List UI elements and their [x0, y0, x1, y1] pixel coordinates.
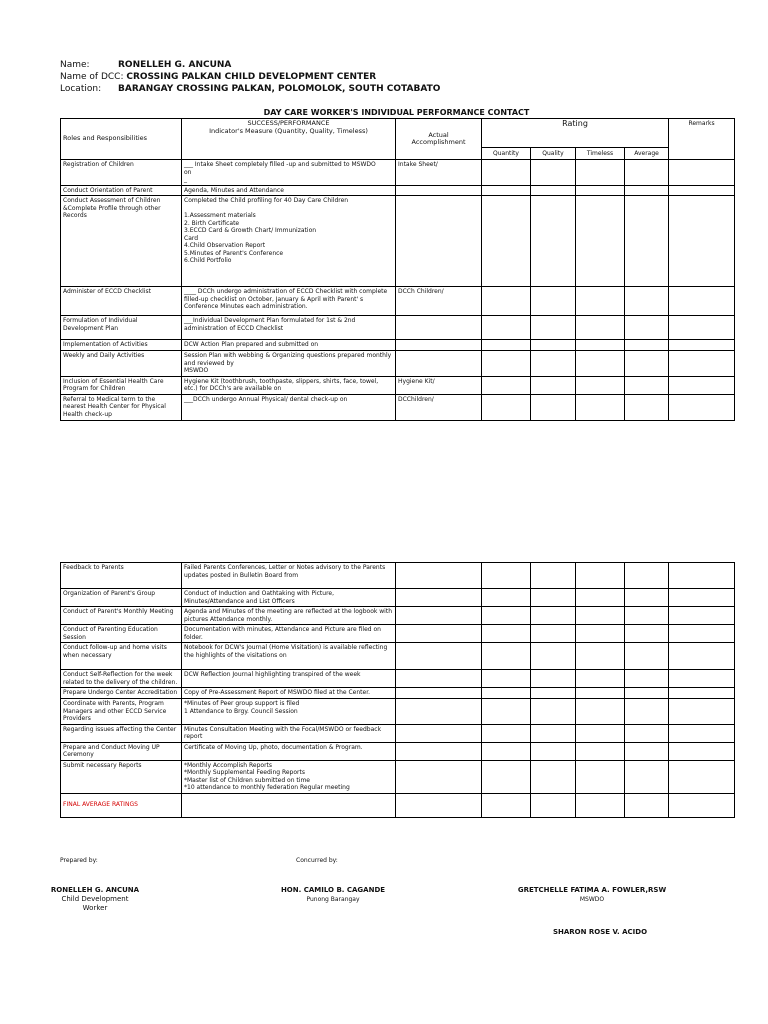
quantity-cell[interactable]	[482, 316, 531, 340]
remarks-cell[interactable]	[669, 340, 735, 351]
role-cell: Conduct follow-up and home visits when necessary	[61, 643, 182, 670]
timeless-cell[interactable]	[576, 160, 625, 186]
actual-cell: DCCh Children/	[396, 287, 482, 316]
actual-cell: Intake Sheet/	[396, 160, 482, 186]
indicator-cell: Certificate of Moving Up, photo, documentation & Program.	[182, 742, 396, 760]
col-quantity-header: Quantity	[482, 148, 531, 160]
timeless-cell[interactable]	[576, 351, 625, 377]
actual-cell	[396, 625, 482, 643]
quantity-cell[interactable]	[482, 160, 531, 186]
table-row	[61, 607, 735, 625]
timeless-cell[interactable]	[576, 376, 625, 394]
quality-cell[interactable]	[531, 724, 576, 742]
actual-cell	[396, 793, 482, 817]
actual-cell	[396, 670, 482, 688]
quality-cell[interactable]	[531, 394, 576, 420]
signatory-worker-name: RONELLEH G. ANCUNA	[50, 886, 140, 894]
performance-table-2-body	[61, 563, 735, 818]
average-cell[interactable]	[625, 196, 669, 287]
table-row	[61, 724, 735, 742]
role-cell: Referral to Medical term to the nearest Health Center for Physical Health check-up	[61, 394, 182, 420]
remarks-cell[interactable]	[669, 589, 735, 607]
table-row	[61, 699, 735, 725]
col-actual-header: Actual Accomplishment	[396, 119, 482, 160]
quantity-cell[interactable]	[482, 643, 531, 670]
role-cell: Regarding issues affecting the Center	[61, 724, 182, 742]
role-cell: Conduct of Parent's Monthly Meeting	[61, 607, 182, 625]
indicator-cell: Agenda, Minutes and Attendance	[182, 185, 396, 196]
quantity-cell[interactable]	[482, 724, 531, 742]
timeless-cell[interactable]	[576, 760, 625, 793]
actual-cell	[396, 607, 482, 625]
signatory-barangay-name: HON. CAMILO B. CAGANDE	[280, 886, 386, 894]
location-line	[60, 83, 440, 95]
indicator-cell: *Minutes of Peer group support is filed 1 Attendance to Brgy. Council Session	[182, 699, 396, 725]
table-row	[61, 793, 735, 817]
col-quality-header: Quality	[531, 148, 576, 160]
quality-cell[interactable]	[531, 376, 576, 394]
role-cell: Conduct Assessment of Children &Complete Profile through other Records	[61, 196, 182, 287]
signatory-barangay-title: Punong Barangay	[306, 896, 360, 903]
actual-cell: DCChildren/	[396, 394, 482, 420]
timeless-cell[interactable]	[576, 724, 625, 742]
table-row	[61, 563, 735, 589]
quality-cell[interactable]	[531, 351, 576, 377]
indicator-cell: Documentation with minutes, Attendance and Picture are filed on folder.	[182, 625, 396, 643]
average-cell[interactable]	[625, 589, 669, 607]
timeless-cell[interactable]	[576, 607, 625, 625]
name-label: Name:	[60, 60, 90, 70]
timeless-cell[interactable]	[576, 287, 625, 316]
remarks-cell[interactable]	[669, 563, 735, 589]
role-cell: FINAL AVERAGE RATINGS	[61, 793, 182, 817]
indicator-cell: DCW Reflection Journal highlighting transpired of the week	[182, 670, 396, 688]
quantity-cell[interactable]	[482, 340, 531, 351]
average-cell[interactable]	[625, 688, 669, 699]
indicator-cell: Session Plan with webbing & Organizing questions prepared monthly and reviewed by MSWDO	[182, 351, 396, 377]
quality-cell[interactable]	[531, 340, 576, 351]
average-cell[interactable]	[625, 376, 669, 394]
quality-cell[interactable]	[531, 625, 576, 643]
table-row	[61, 643, 735, 670]
quantity-cell[interactable]	[482, 742, 531, 760]
role-cell: Administer of ECCD Checklist	[61, 287, 182, 316]
dcc-value: CROSSING PALKAN CHILD DEVELOPMENT CENTER	[126, 72, 377, 82]
quantity-cell[interactable]	[482, 625, 531, 643]
timeless-cell[interactable]	[576, 670, 625, 688]
role-cell: Registration of Children	[61, 160, 182, 186]
quality-cell[interactable]	[531, 793, 576, 817]
actual-cell	[396, 760, 482, 793]
actual-cell	[396, 699, 482, 725]
quality-cell[interactable]	[531, 196, 576, 287]
actual-cell	[396, 316, 482, 340]
indicator-cell: ___DCCh undergo Annual Physical/ dental check-up on	[182, 394, 396, 420]
average-cell[interactable]	[625, 607, 669, 625]
role-cell: Coordinate with Parents, Program Managers and other ECCD Service Providers	[61, 699, 182, 725]
performance-table-1-body	[61, 160, 735, 421]
average-cell[interactable]	[625, 625, 669, 643]
remarks-cell[interactable]	[669, 316, 735, 340]
timeless-cell[interactable]	[576, 643, 625, 670]
table-row	[61, 625, 735, 643]
actual-cell	[396, 196, 482, 287]
remarks-cell[interactable]	[669, 376, 735, 394]
signatory-mswdo-name: GRETCHELLE FATIMA A. FOWLER,RSW	[517, 886, 667, 894]
remarks-cell[interactable]	[669, 742, 735, 760]
quality-cell[interactable]	[531, 563, 576, 589]
timeless-cell[interactable]	[576, 394, 625, 420]
average-cell[interactable]	[625, 563, 669, 589]
role-cell: Conduct Self-Reflection for the week related to the delivery of the children.	[61, 670, 182, 688]
remarks-cell[interactable]	[669, 160, 735, 186]
remarks-cell[interactable]	[669, 351, 735, 377]
remarks-cell[interactable]	[669, 793, 735, 817]
indicator-cell	[182, 793, 396, 817]
document-title: DAY CARE WORKER'S INDIVIDUAL PERFORMANCE CONTACT	[263, 108, 530, 117]
table-row	[61, 760, 735, 793]
quality-cell[interactable]	[531, 287, 576, 316]
indicator-cell: ____ DCCh undergo administration of ECCD Checklist with complete filled-up checklist on October, January & April with Parent' s Conference Minutes each administration.	[182, 287, 396, 316]
role-cell: Implementation of Activities	[61, 340, 182, 351]
average-cell[interactable]	[625, 160, 669, 186]
table-row	[61, 185, 735, 196]
col-roles-header: Roles and Responsibilities	[61, 119, 182, 160]
indicator-cell: Notebook for DCW's Journal (Home Visitation) is available reflecting the highlights of the visitations on	[182, 643, 396, 670]
role-cell: Conduct of Parenting Education Session	[61, 625, 182, 643]
actual-cell: Hygiene Kit/	[396, 376, 482, 394]
indicator-cell: Completed the Child profiling for 40 Day Care Children 1.Assessment materials 2. Birth Certificate 3.ECCD Card & Growth Chart/ Immunization Card 4.Child Observation Report 5.Minutes of Parent's Conference 6.Child Portfolio	[182, 196, 396, 287]
role-cell: Feedback to Parents	[61, 563, 182, 589]
quality-cell[interactable]	[531, 607, 576, 625]
quality-cell[interactable]	[531, 185, 576, 196]
table-row	[61, 742, 735, 760]
average-cell[interactable]	[625, 724, 669, 742]
remarks-cell[interactable]	[669, 287, 735, 316]
indicator-cell: Copy of Pre-Assessment Report of MSWDO filed at the Center.	[182, 688, 396, 699]
table-row	[61, 688, 735, 699]
indicator-cell: Hygiene Kit (toothbrush, toothpaste, slippers, shirts, face, towel, etc.) for DCCh's are available on	[182, 376, 396, 394]
indicator-cell: Agenda and Minutes of the meeting are reflected at the logbook with pictures Attendance monthly.	[182, 607, 396, 625]
role-cell: Formulation of Individual Development Plan	[61, 316, 182, 340]
quality-cell[interactable]	[531, 742, 576, 760]
table-row	[61, 160, 735, 186]
signatory-mswdo-title: MSWDO	[579, 896, 605, 903]
actual-cell	[396, 742, 482, 760]
quantity-cell[interactable]	[482, 670, 531, 688]
timeless-cell[interactable]	[576, 196, 625, 287]
actual-cell	[396, 589, 482, 607]
indicator-cell: Minutes Consultation Meeting with the Focal/MSWDO or feedback report	[182, 724, 396, 742]
average-cell[interactable]	[625, 742, 669, 760]
col-indicator-header: SUCCESS/PERFORMANCE Indicator's Measure (Quantity, Quality, Timeless)	[182, 119, 396, 160]
signatory-fourth-name: SHARON ROSE V. ACIDO	[552, 928, 648, 936]
remarks-cell[interactable]	[669, 625, 735, 643]
table-row	[61, 196, 735, 287]
remarks-cell[interactable]	[669, 394, 735, 420]
role-cell: Submit necessary Reports	[61, 760, 182, 793]
timeless-cell[interactable]	[576, 625, 625, 643]
quality-cell[interactable]	[531, 699, 576, 725]
name-value: RONELLEH G. ANCUNA	[118, 60, 232, 70]
quantity-cell[interactable]	[482, 589, 531, 607]
performance-table-1	[60, 118, 735, 421]
col-rating-header: Rating	[482, 119, 669, 148]
header-block	[60, 59, 440, 95]
timeless-cell[interactable]	[576, 793, 625, 817]
table-row	[61, 340, 735, 351]
role-cell: Inclusion of Essential Health Care Program for Children	[61, 376, 182, 394]
average-cell[interactable]	[625, 760, 669, 793]
actual-cell	[396, 688, 482, 699]
quantity-cell[interactable]	[482, 185, 531, 196]
quality-cell[interactable]	[531, 160, 576, 186]
indicator-cell: DCW Action Plan prepared and submitted on	[182, 340, 396, 351]
quantity-cell[interactable]	[482, 196, 531, 287]
concurred-by-label: Concurred by:	[296, 857, 338, 864]
signatory-barangay	[273, 886, 393, 904]
timeless-cell[interactable]	[576, 316, 625, 340]
average-cell[interactable]	[625, 394, 669, 420]
role-cell: Conduct Orientation of Parent	[61, 185, 182, 196]
quality-cell[interactable]	[531, 688, 576, 699]
average-cell[interactable]	[625, 185, 669, 196]
average-cell[interactable]	[625, 670, 669, 688]
dcc-line	[60, 71, 440, 83]
table-row	[61, 316, 735, 340]
location-label: Location:	[60, 84, 102, 94]
col-average-header: Average	[625, 148, 669, 160]
average-cell[interactable]	[625, 316, 669, 340]
average-cell[interactable]	[625, 340, 669, 351]
timeless-cell[interactable]	[576, 742, 625, 760]
quality-cell[interactable]	[531, 316, 576, 340]
quality-cell[interactable]	[531, 589, 576, 607]
average-cell[interactable]	[625, 793, 669, 817]
prepared-by-label: Prepared by:	[60, 857, 98, 864]
indicator-cell: Conduct of Induction and Oathtaking with Picture, Minutes/Attendance and List Officers	[182, 589, 396, 607]
remarks-cell[interactable]	[669, 643, 735, 670]
signatory-worker-title: Child Development Worker	[61, 895, 129, 912]
table-row	[61, 351, 735, 377]
remarks-cell[interactable]	[669, 185, 735, 196]
actual-cell	[396, 340, 482, 351]
remarks-cell[interactable]	[669, 699, 735, 725]
actual-cell	[396, 563, 482, 589]
table-row	[61, 670, 735, 688]
quality-cell[interactable]	[531, 643, 576, 670]
remarks-cell[interactable]	[669, 760, 735, 793]
remarks-cell[interactable]	[669, 724, 735, 742]
role-cell: Organization of Parent's Group	[61, 589, 182, 607]
average-cell[interactable]	[625, 351, 669, 377]
timeless-cell[interactable]	[576, 563, 625, 589]
quantity-cell[interactable]	[482, 351, 531, 377]
quantity-cell[interactable]	[482, 563, 531, 589]
table-row	[61, 376, 735, 394]
timeless-cell[interactable]	[576, 688, 625, 699]
timeless-cell[interactable]	[576, 340, 625, 351]
performance-table-2	[60, 562, 735, 818]
timeless-cell[interactable]	[576, 699, 625, 725]
quantity-cell[interactable]	[482, 688, 531, 699]
col-timeless-header: Timeless	[576, 148, 625, 160]
actual-cell	[396, 724, 482, 742]
average-cell[interactable]	[625, 643, 669, 670]
remarks-cell[interactable]	[669, 688, 735, 699]
table-row	[61, 394, 735, 420]
signatory-fourth	[545, 928, 655, 937]
role-cell: Prepare Undergo Center Accreditation	[61, 688, 182, 699]
quantity-cell[interactable]	[482, 699, 531, 725]
name-line	[60, 59, 440, 71]
indicator-cell: ___Individual Development Plan formulated for 1st & 2nd administration of ECCD Checklist	[182, 316, 396, 340]
remarks-cell[interactable]	[669, 607, 735, 625]
timeless-cell[interactable]	[576, 589, 625, 607]
col-remarks-header: Remarks	[669, 119, 735, 160]
role-cell: Prepare and Conduct Moving UP Ceremony	[61, 742, 182, 760]
quantity-cell[interactable]	[482, 793, 531, 817]
signatory-mswdo	[517, 886, 667, 904]
dcc-label: Name of DCC:	[60, 72, 124, 82]
indicator-cell: Failed Parents Conferences, Letter or Notes advisory to the Parents updates posted in Bulletin Board from	[182, 563, 396, 589]
quantity-cell[interactable]	[482, 287, 531, 316]
signatory-worker	[50, 886, 140, 913]
role-cell: Weekly and Daily Activities	[61, 351, 182, 377]
table-row	[61, 589, 735, 607]
timeless-cell[interactable]	[576, 185, 625, 196]
indicator-cell: ___ Intake Sheet completely filled -up and submitted to MSWDO on _	[182, 160, 396, 186]
indicator-cell: *Monthly Accomplish Reports *Monthly Supplemental Feeding Reports *Master list of Children submitted on time *10 attendance to monthly federation Regular meeting	[182, 760, 396, 793]
quantity-cell[interactable]	[482, 607, 531, 625]
quality-cell[interactable]	[531, 760, 576, 793]
quantity-cell[interactable]	[482, 394, 531, 420]
actual-cell	[396, 643, 482, 670]
quantity-cell[interactable]	[482, 760, 531, 793]
average-cell[interactable]	[625, 287, 669, 316]
table-row	[61, 287, 735, 316]
quality-cell[interactable]	[531, 670, 576, 688]
actual-cell	[396, 185, 482, 196]
actual-cell	[396, 351, 482, 377]
location-value: BARANGAY CROSSING PALKAN, POLOMOLOK, SOUTH COTABATO	[118, 84, 441, 94]
quantity-cell[interactable]	[482, 376, 531, 394]
average-cell[interactable]	[625, 699, 669, 725]
remarks-cell[interactable]	[669, 196, 735, 287]
remarks-cell[interactable]	[669, 670, 735, 688]
